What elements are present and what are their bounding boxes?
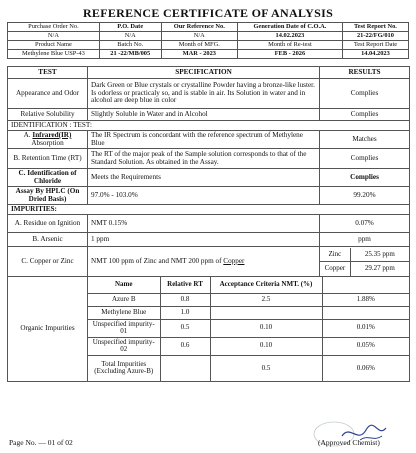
page-number: Page No. — 01 of 02 — [9, 438, 73, 447]
impurity-rrt: 0.5 — [160, 319, 210, 337]
test-organic: Organic Impurities — [8, 277, 88, 382]
approved-chemist: (Approved Chemist) — [318, 438, 380, 447]
result-appearance: Complies — [320, 79, 410, 109]
header-cell: Our Reference No. — [161, 23, 237, 32]
header-value: MAR - 2023 — [161, 50, 237, 59]
result-copper — [320, 247, 410, 277]
organic-header-name: Name — [88, 277, 160, 293]
copper-zinc-results — [320, 248, 409, 276]
impurity-criteria: 0.10 — [210, 319, 322, 337]
test-assay: Assay By HPLC (On Dried Basis) — [8, 187, 88, 205]
organic-header-result — [322, 277, 409, 293]
table-row — [88, 319, 409, 337]
copper-spec-underlined: Copper — [223, 256, 245, 265]
ident-a-underlined: Infrared(IR) — [32, 130, 72, 139]
result-residue: 0.07% — [320, 215, 410, 233]
header-value: 21 -22/MB/005 — [99, 50, 161, 59]
header-cell: Purchase Order No. — [8, 23, 100, 32]
identification-heading: IDENTIFICATION : TEST: — [8, 121, 410, 131]
test-ident-a — [8, 131, 88, 149]
header-value: 14.04.2023 — [342, 50, 408, 59]
spec-ident-b: The RT of the major peak of the Sample solution corresponds to that of the Standard Solution. As obtained in the Assay. — [88, 149, 320, 169]
impurities-heading: IMPURITIES: — [8, 205, 410, 215]
result-solubility: Complies — [320, 109, 410, 121]
copper-value: 29.27 ppm — [350, 262, 409, 276]
spec-arsenic: 1 ppm — [88, 233, 320, 247]
test-residue: A. Residue on Ignition — [8, 215, 88, 233]
organic-header-criteria: Acceptance Criteria NMT. (%) — [210, 277, 322, 293]
impurity-result: 0.01% — [322, 319, 409, 337]
organic-impurities-table — [88, 277, 409, 381]
header-cell: Test Report Date — [342, 41, 408, 50]
column-header-spec: SPECIFICATION — [88, 67, 320, 79]
header-cell: Month of Re-test — [237, 41, 342, 50]
spec-ident-a: The IR Spectrum is concordant with the reference spectrum of Methylene Blue — [88, 131, 320, 149]
impurity-rrt: 1.0 — [160, 306, 210, 319]
column-header-results: RESULTS — [320, 67, 410, 79]
header-value: N/A — [8, 32, 100, 41]
header-value: 14.02.2023 — [237, 32, 342, 41]
spec-copper — [88, 247, 320, 277]
header-value: 21-22/FG/010 — [342, 32, 408, 41]
organic-impurities-cell — [88, 277, 410, 382]
header-value: FEB - 2026 — [237, 50, 342, 59]
table-row — [88, 355, 409, 381]
result-assay: 99.20% — [320, 187, 410, 205]
table-row — [88, 337, 409, 355]
result-arsenic: ppm — [320, 233, 410, 247]
ident-a-prefix: A. — [23, 130, 33, 139]
test-copper: C. Copper or Zinc — [8, 247, 88, 277]
test-arsenic: B. Arsenic — [8, 233, 88, 247]
document-title: REFERENCE CERTIFICATE OF ANALYSIS — [82, 6, 334, 20]
impurity-result: 0.06% — [322, 355, 409, 381]
copper-spec-text: NMT 100 ppm of Zinc and NMT 200 ppm of — [91, 256, 224, 265]
impurity-criteria — [210, 306, 322, 319]
spec-residue: NMT 0.15% — [88, 215, 320, 233]
organic-header-rrt: Relative RT — [160, 277, 210, 293]
header-cell: Product Name — [8, 41, 100, 50]
impurity-name: Methylene Blue — [88, 306, 160, 319]
spec-solubility: Slightly Soluble in Water and in Alcohol — [88, 109, 320, 121]
impurity-result — [322, 306, 409, 319]
impurity-result: 0.05% — [322, 337, 409, 355]
header-value: N/A — [161, 32, 237, 41]
result-ident-b: Complies — [320, 149, 410, 169]
copper-label: Copper — [320, 262, 350, 276]
impurity-criteria: 0.5 — [210, 355, 322, 381]
zinc-value: 25.35 ppm — [350, 248, 409, 262]
impurity-result: 1.88% — [322, 293, 409, 306]
test-appearance: Appearance and Odor — [8, 79, 88, 109]
spec-ident-c: Meets the Requirements — [88, 169, 320, 187]
impurity-criteria: 0.10 — [210, 337, 322, 355]
impurity-criteria: 2.5 — [210, 293, 322, 306]
header-table — [7, 22, 409, 59]
results-table — [7, 66, 410, 382]
zinc-label: Zinc — [320, 248, 350, 262]
impurity-name: Azure B — [88, 293, 160, 306]
result-ident-a: Matches — [320, 131, 410, 149]
test-ident-c: C. Identification of Chloride — [8, 169, 88, 187]
header-cell: Batch No. — [99, 41, 161, 50]
impurity-rrt — [160, 355, 210, 381]
header-cell: P.O. Date — [99, 23, 161, 32]
impurity-name: Total Impurities (Excluding Azure-B) — [88, 355, 160, 381]
impurity-rrt: 0.6 — [160, 337, 210, 355]
test-solubility: Relative Solubility — [8, 109, 88, 121]
header-cell: Month of MFG. — [161, 41, 237, 50]
impurity-name: Unspecified impurity- 01 — [88, 319, 160, 337]
test-ident-b: B. Retention Time (RT) — [8, 149, 88, 169]
impurity-rrt: 0.8 — [160, 293, 210, 306]
spec-assay: 97.0% - 103.0% — [88, 187, 320, 205]
spec-appearance: Dark Green or Blue crystals or crystalline Powder having a bronze-like luster. Is odorless or practicaly so, and is stable in air. Its Solution in water and in alcohol are deep blue in color — [88, 79, 320, 109]
table-row — [88, 293, 409, 306]
table-row — [88, 306, 409, 319]
header-value: Methylene Blue USP-43 — [8, 50, 100, 59]
header-cell: Generation Date of C.O.A. — [237, 23, 342, 32]
column-header-test: TEST — [8, 67, 88, 79]
result-ident-c: Complies — [320, 169, 410, 187]
header-cell: Test Report No. — [342, 23, 408, 32]
impurity-name: Unspecified impurity- 02 — [88, 337, 160, 355]
header-value: N/A — [99, 32, 161, 41]
ident-a-suffix: Absorption — [31, 138, 64, 147]
